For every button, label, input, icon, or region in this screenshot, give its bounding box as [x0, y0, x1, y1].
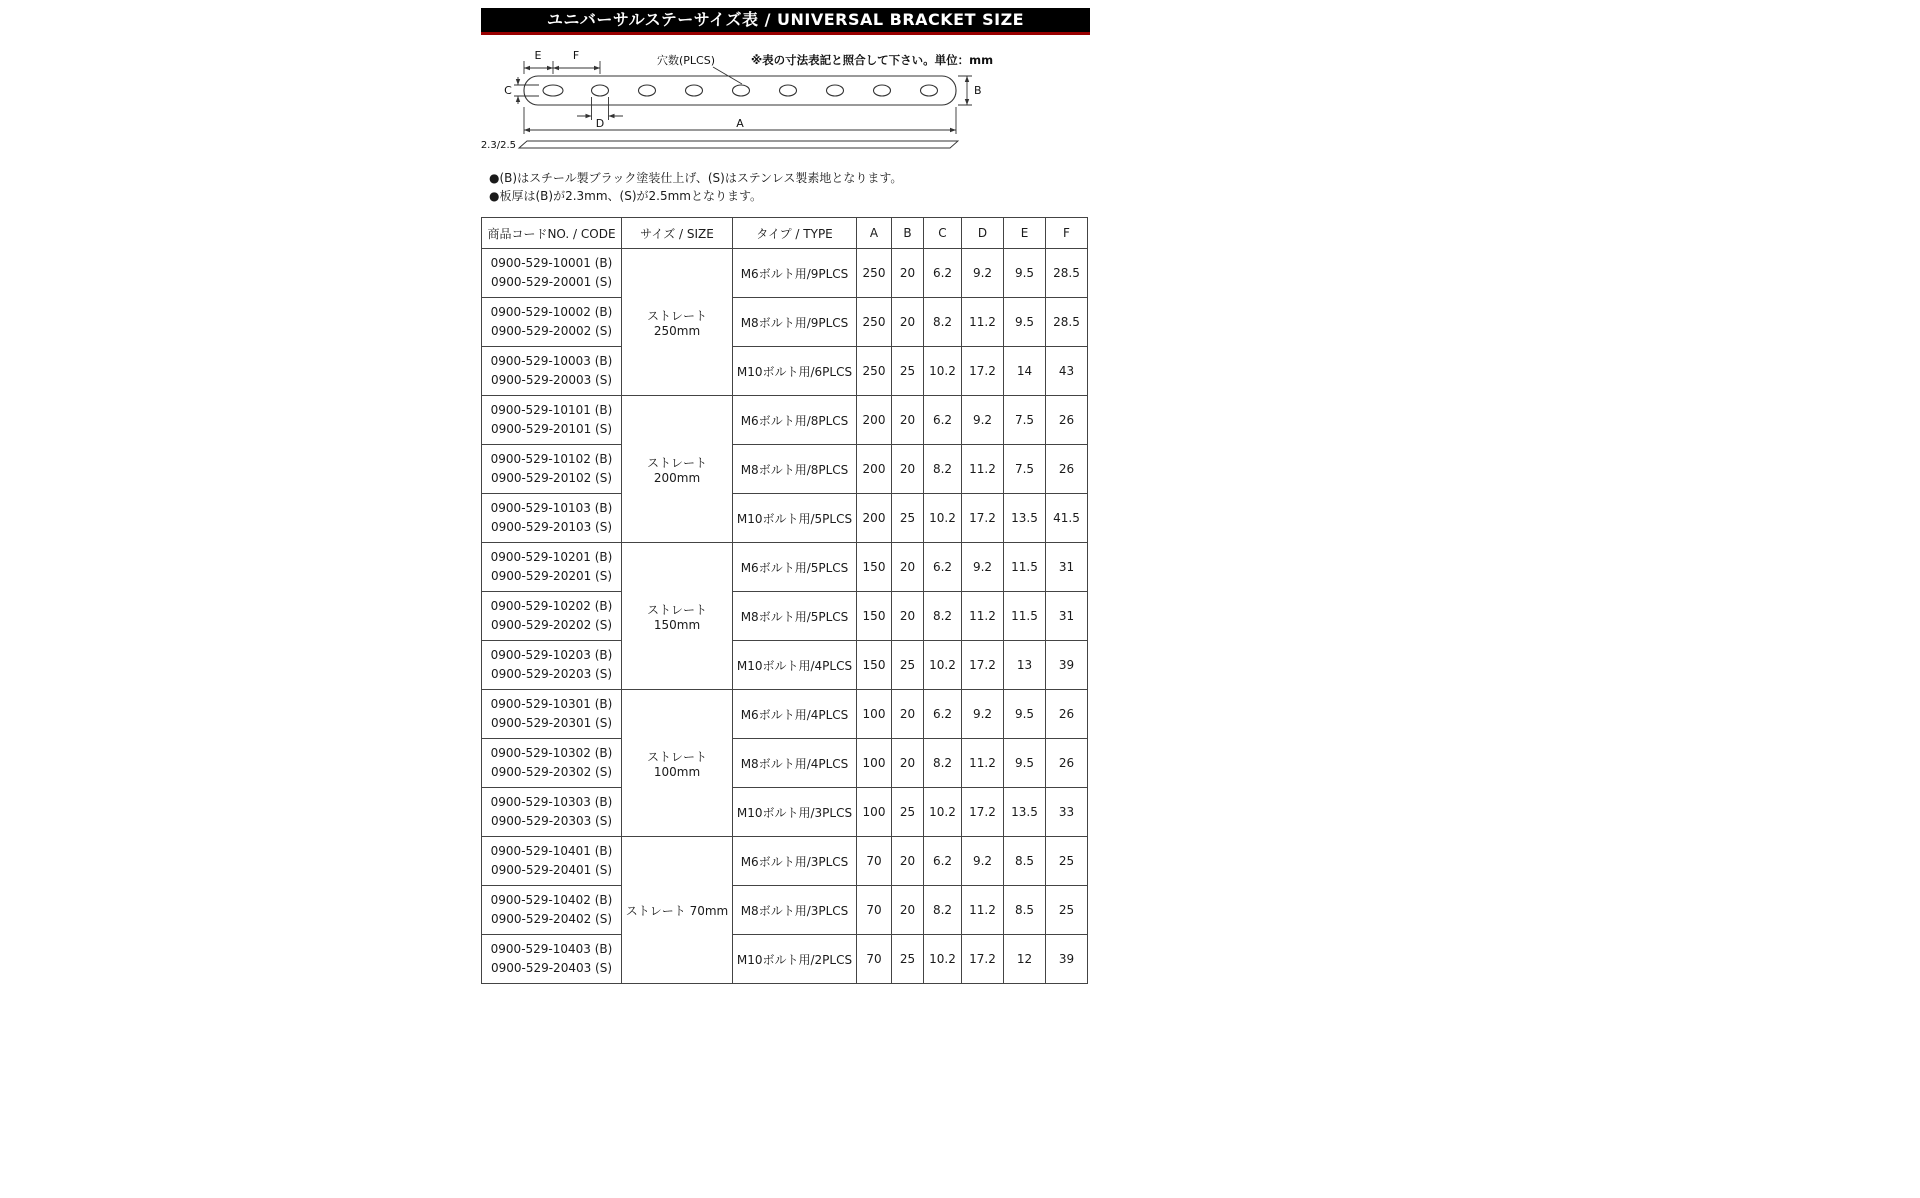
product-code-cell [482, 788, 622, 837]
dim-e-cell: 9.5 [1004, 249, 1046, 298]
table-row [482, 445, 1088, 494]
note-thickness: ●板厚は(B)が2.3mm、(S)が2.5mmとなります。 [489, 189, 763, 203]
dim-b-cell: 20 [892, 543, 924, 592]
dim-f-cell: 41.5 [1046, 494, 1088, 543]
product-code-black: 0900-529-10003 (B) [490, 354, 613, 368]
type-cell: M10ボルト用/6PLCS [733, 347, 857, 396]
dim-a-cell: 200 [857, 396, 892, 445]
dim-f-cell: 31 [1046, 543, 1088, 592]
dim-f-cell: 26 [1046, 445, 1088, 494]
product-code-cell [482, 592, 622, 641]
dim-f-cell: 43 [1046, 347, 1088, 396]
product-code-black: 0900-529-10202 (B) [490, 599, 613, 613]
dim-d-cell: 11.2 [962, 298, 1004, 347]
product-code-cell [482, 445, 622, 494]
table-header-row [482, 218, 1088, 249]
dim-e-cell: 14 [1004, 347, 1046, 396]
product-code-cell [482, 690, 622, 739]
table-row [482, 494, 1088, 543]
type-cell: M10ボルト用/3PLCS [733, 788, 857, 837]
product-code-stainless: 0900-529-20302 (S) [490, 765, 613, 779]
product-code-cell [482, 935, 622, 984]
product-code-stainless: 0900-529-20001 (S) [490, 275, 613, 289]
table-row [482, 886, 1088, 935]
note-material: ●(B)はスチール製ブラック塗装仕上げ、(S)はステンレス製素地となります。 [489, 171, 903, 185]
dim-a-cell: 100 [857, 690, 892, 739]
dim-b-cell: 20 [892, 249, 924, 298]
dim-f-cell: 26 [1046, 739, 1088, 788]
column-header-e: E [1004, 218, 1046, 249]
dim-b-cell: 20 [892, 298, 924, 347]
type-cell: M10ボルト用/4PLCS [733, 641, 857, 690]
dim-c-cell: 10.2 [924, 641, 962, 690]
product-code-black: 0900-529-10103 (B) [490, 501, 613, 515]
product-code-stainless: 0900-529-20401 (S) [490, 863, 613, 877]
notes-section [489, 169, 1090, 205]
product-code-stainless: 0900-529-20203 (S) [490, 667, 613, 681]
product-code-cell [482, 837, 622, 886]
dim-label-a: A [736, 117, 744, 130]
table-row [482, 347, 1088, 396]
product-code-stainless: 0900-529-20403 (S) [490, 961, 613, 975]
bracket-hole [921, 85, 938, 96]
table-row [482, 592, 1088, 641]
dim-f-cell: 33 [1046, 788, 1088, 837]
bracket-hole [733, 85, 750, 96]
type-cell: M8ボルト用/3PLCS [733, 886, 857, 935]
bracket-size-table [481, 217, 1088, 984]
type-cell: M6ボルト用/9PLCS [733, 249, 857, 298]
product-code-black: 0900-529-10403 (B) [490, 942, 613, 956]
dim-d-cell: 9.2 [962, 690, 1004, 739]
dim-d-cell: 17.2 [962, 347, 1004, 396]
product-code-black: 0900-529-10001 (B) [490, 256, 613, 270]
product-code-black: 0900-529-10201 (B) [490, 550, 613, 564]
dim-c-cell: 8.2 [924, 886, 962, 935]
dim-b-cell: 20 [892, 739, 924, 788]
dim-c-cell: 6.2 [924, 396, 962, 445]
type-cell: M10ボルト用/5PLCS [733, 494, 857, 543]
table-body [482, 249, 1088, 984]
dim-e-cell: 11.5 [1004, 592, 1046, 641]
product-code-stainless: 0900-529-20002 (S) [490, 324, 613, 338]
dim-e-cell: 13 [1004, 641, 1046, 690]
product-code-black: 0900-529-10303 (B) [490, 795, 613, 809]
product-code-stainless: 0900-529-20402 (S) [490, 912, 613, 926]
column-header-a: A [857, 218, 892, 249]
dim-c-cell: 6.2 [924, 543, 962, 592]
dim-f-cell: 39 [1046, 935, 1088, 984]
dim-f-cell: 26 [1046, 690, 1088, 739]
dim-d-cell: 17.2 [962, 641, 1004, 690]
dim-e-cell: 11.5 [1004, 543, 1046, 592]
page-title: ユニバーサルステーサイズ表 / UNIVERSAL BRACKET SIZE [481, 8, 1090, 32]
product-code-black: 0900-529-10203 (B) [490, 648, 613, 662]
dim-b-cell: 25 [892, 935, 924, 984]
bracket-side-view [519, 141, 958, 148]
unit-note: ※表の寸法表記と照合して下さい。単位：mm [751, 53, 994, 67]
product-code-black: 0900-529-10102 (B) [490, 452, 613, 466]
dim-d-cell: 9.2 [962, 543, 1004, 592]
dim-d-cell: 11.2 [962, 445, 1004, 494]
product-code-cell [482, 543, 622, 592]
dim-f-cell: 39 [1046, 641, 1088, 690]
dim-a-cell: 150 [857, 641, 892, 690]
dim-c-cell: 10.2 [924, 347, 962, 396]
type-cell: M8ボルト用/5PLCS [733, 592, 857, 641]
dim-f-cell: 28.5 [1046, 249, 1088, 298]
product-code-cell [482, 396, 622, 445]
dim-label-e: E [534, 49, 542, 62]
dim-b-cell: 20 [892, 445, 924, 494]
dim-e-cell: 9.5 [1004, 298, 1046, 347]
dim-b-cell: 20 [892, 837, 924, 886]
dim-d-cell: 11.2 [962, 739, 1004, 788]
product-code-stainless: 0900-529-20103 (S) [490, 520, 613, 534]
column-header-c: C [924, 218, 962, 249]
dim-b-cell: 25 [892, 641, 924, 690]
table-row [482, 788, 1088, 837]
dim-b-cell: 20 [892, 592, 924, 641]
bracket-hole [686, 85, 703, 96]
dim-label-c: C [504, 84, 512, 97]
bracket-outline [524, 76, 956, 105]
dim-b-cell: 20 [892, 396, 924, 445]
dim-label-f: F [572, 49, 580, 62]
table-row [482, 396, 1088, 445]
dim-f-cell: 31 [1046, 592, 1088, 641]
dim-c-cell: 10.2 [924, 788, 962, 837]
table-row [482, 935, 1088, 984]
dim-c-cell: 6.2 [924, 837, 962, 886]
dim-a-cell: 250 [857, 298, 892, 347]
dim-d-cell: 9.2 [962, 249, 1004, 298]
column-header-f: F [1046, 218, 1088, 249]
dim-d-cell: 11.2 [962, 886, 1004, 935]
dim-e-cell: 7.5 [1004, 445, 1046, 494]
dim-a-cell: 70 [857, 886, 892, 935]
dim-e-cell: 9.5 [1004, 690, 1046, 739]
dim-b-cell: 25 [892, 347, 924, 396]
dim-c-cell: 8.2 [924, 739, 962, 788]
dim-f-cell: 25 [1046, 837, 1088, 886]
dim-e-cell: 7.5 [1004, 396, 1046, 445]
holes-count-label: 穴数(PLCS) [657, 54, 716, 67]
product-code-cell [482, 298, 622, 347]
dim-c-cell: 10.2 [924, 494, 962, 543]
table-row [482, 641, 1088, 690]
dim-d-cell: 9.2 [962, 396, 1004, 445]
bracket-top-view [524, 76, 956, 105]
column-header-b: B [892, 218, 924, 249]
bracket-hole [592, 85, 609, 96]
bracket-holes [543, 85, 938, 96]
dim-c-cell: 6.2 [924, 690, 962, 739]
bracket-hole [780, 85, 797, 96]
dim-a-cell: 200 [857, 494, 892, 543]
product-code-cell [482, 494, 622, 543]
dim-d-cell: 17.2 [962, 494, 1004, 543]
product-code-stainless: 0900-529-20303 (S) [490, 814, 613, 828]
dim-b-cell: 20 [892, 886, 924, 935]
dim-label-d: D [595, 117, 605, 130]
dim-e-cell: 12 [1004, 935, 1046, 984]
size-cell: ストレート200mm [622, 396, 733, 543]
bracket-diagram [481, 47, 1090, 153]
product-code-stainless: 0900-529-20101 (S) [490, 422, 613, 436]
dim-c-cell: 8.2 [924, 298, 962, 347]
product-code-stainless: 0900-529-20003 (S) [490, 373, 613, 387]
dim-d-cell: 17.2 [962, 935, 1004, 984]
product-code-cell [482, 347, 622, 396]
dim-a-cell: 150 [857, 592, 892, 641]
product-code-black: 0900-529-10402 (B) [490, 893, 613, 907]
table-row [482, 249, 1088, 298]
type-cell: M8ボルト用/4PLCS [733, 739, 857, 788]
dim-c-cell: 10.2 [924, 935, 962, 984]
size-cell: ストレート250mm [622, 249, 733, 396]
product-code-cell [482, 641, 622, 690]
dim-b-cell: 20 [892, 690, 924, 739]
dim-d-cell: 17.2 [962, 788, 1004, 837]
table-row [482, 837, 1088, 886]
table-row [482, 690, 1088, 739]
type-cell: M6ボルト用/3PLCS [733, 837, 857, 886]
bracket-hole [827, 85, 844, 96]
dim-f-cell: 25 [1046, 886, 1088, 935]
bracket-hole [874, 85, 891, 96]
product-code-black: 0900-529-10002 (B) [490, 305, 613, 319]
page-content [481, 8, 1090, 984]
dim-a-cell: 250 [857, 249, 892, 298]
type-cell: M10ボルト用/2PLCS [733, 935, 857, 984]
column-header-type: タイプ / TYPE [733, 218, 857, 249]
dim-b-cell: 25 [892, 788, 924, 837]
dim-a-cell: 200 [857, 445, 892, 494]
product-code-cell [482, 886, 622, 935]
product-code-black: 0900-529-10302 (B) [490, 746, 613, 760]
dim-d-cell: 11.2 [962, 592, 1004, 641]
column-header-size: サイズ / SIZE [622, 218, 733, 249]
title-accent-line [481, 32, 1090, 35]
size-cell: ストレート 70mm [622, 837, 733, 984]
dim-a-cell: 70 [857, 837, 892, 886]
type-cell: M8ボルト用/8PLCS [733, 445, 857, 494]
dim-e-cell: 9.5 [1004, 739, 1046, 788]
product-code-stainless: 0900-529-20202 (S) [490, 618, 613, 632]
product-code-stainless: 0900-529-20201 (S) [490, 569, 613, 583]
dim-b-cell: 25 [892, 494, 924, 543]
dim-a-cell: 150 [857, 543, 892, 592]
dim-e-cell: 8.5 [1004, 886, 1046, 935]
dim-c-cell: 6.2 [924, 249, 962, 298]
dim-a-cell: 100 [857, 788, 892, 837]
type-cell: M6ボルト用/5PLCS [733, 543, 857, 592]
type-cell: M6ボルト用/8PLCS [733, 396, 857, 445]
dim-c-cell: 8.2 [924, 445, 962, 494]
size-cell: ストレート150mm [622, 543, 733, 690]
dim-e-cell: 8.5 [1004, 837, 1046, 886]
dim-f-cell: 28.5 [1046, 298, 1088, 347]
product-code-black: 0900-529-10401 (B) [490, 844, 613, 858]
type-cell: M8ボルト用/9PLCS [733, 298, 857, 347]
product-code-stainless: 0900-529-20301 (S) [490, 716, 613, 730]
dim-a-cell: 70 [857, 935, 892, 984]
dim-a-cell: 250 [857, 347, 892, 396]
type-cell: M6ボルト用/4PLCS [733, 690, 857, 739]
dim-e-cell: 13.5 [1004, 494, 1046, 543]
product-code-cell [482, 739, 622, 788]
dim-a-cell: 100 [857, 739, 892, 788]
diagram-section [481, 47, 1090, 157]
table-row [482, 298, 1088, 347]
dim-c-cell: 8.2 [924, 592, 962, 641]
table-row [482, 543, 1088, 592]
dim-d-cell: 9.2 [962, 837, 1004, 886]
product-code-black: 0900-529-10301 (B) [490, 697, 613, 711]
dim-f-cell: 26 [1046, 396, 1088, 445]
column-header-code: 商品コードNO. / CODE [482, 218, 622, 249]
product-code-stainless: 0900-529-20102 (S) [490, 471, 613, 485]
thickness-label: 2.3/2.5 [481, 140, 516, 151]
bracket-hole [639, 85, 656, 96]
bracket-hole [543, 85, 563, 96]
product-code-cell [482, 249, 622, 298]
dim-label-b: B [974, 84, 982, 97]
column-header-d: D [962, 218, 1004, 249]
dim-e-cell: 13.5 [1004, 788, 1046, 837]
product-code-black: 0900-529-10101 (B) [490, 403, 613, 417]
table-row [482, 739, 1088, 788]
size-cell: ストレート100mm [622, 690, 733, 837]
